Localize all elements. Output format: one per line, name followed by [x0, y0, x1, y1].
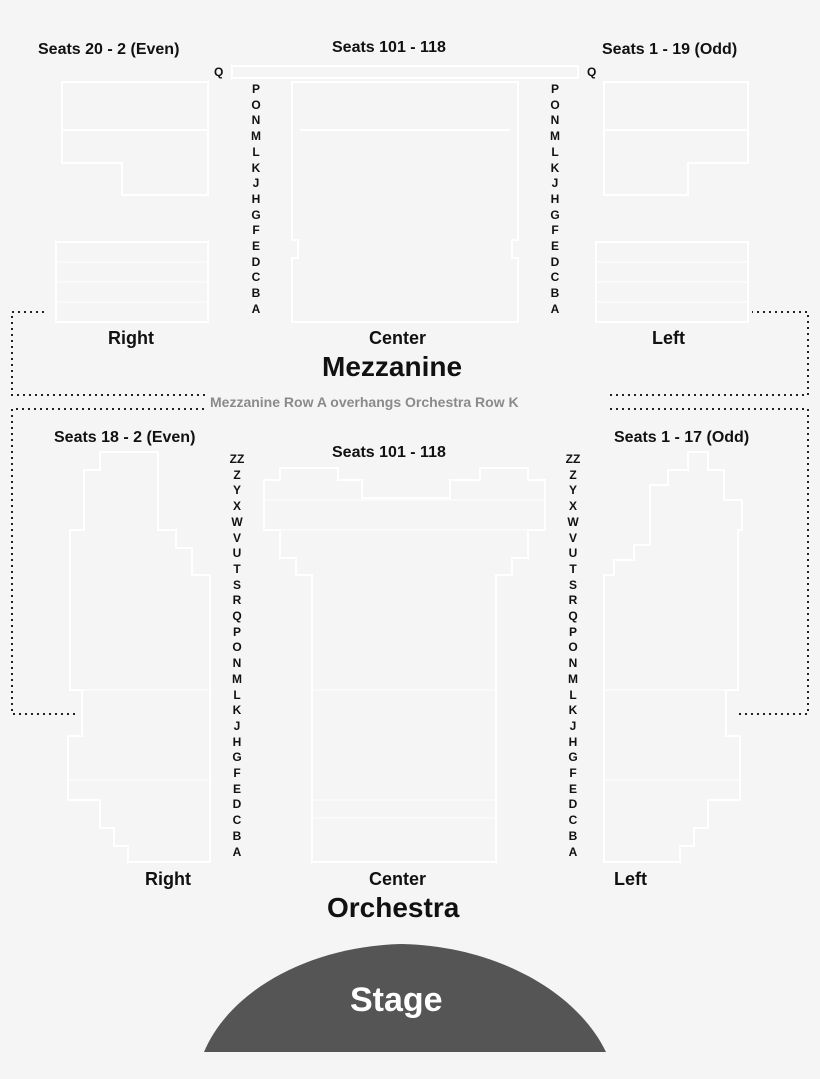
mezzanine-center-label: Center — [369, 328, 427, 348]
orchestra-left-row-o: O — [568, 640, 578, 655]
mezzanine-left-seats-header: Seats 1 - 19 (Odd) — [602, 41, 738, 58]
orchestra-left-row-q: Q — [568, 609, 578, 624]
orchestra-right-row-t: T — [233, 561, 241, 576]
orchestra-right-row-g: G — [232, 750, 242, 765]
orchestra-right-row-l: L — [233, 687, 241, 702]
orchestra-center-label: Center — [369, 869, 427, 889]
mezzanine-left-row-d: D — [550, 254, 560, 269]
mezzanine-right-row-g: G — [251, 207, 261, 222]
orchestra-left-row-s: S — [568, 577, 577, 592]
mezzanine-right-row-d: D — [251, 254, 261, 269]
orchestra-right-row-j: J — [233, 718, 241, 733]
mezzanine-left-row-p: P — [550, 82, 559, 96]
mezzanine-left-row-h: H — [550, 191, 560, 206]
mezzanine-center-block — [292, 82, 518, 322]
mezzanine-right-row-p: P — [251, 82, 260, 96]
orchestra-title: Orchestra — [327, 892, 460, 923]
orchestra-left-row-b: B — [568, 828, 578, 843]
orchestra-right-row-p: P — [232, 624, 241, 639]
mezzanine-right-row-m: M — [251, 129, 261, 144]
orchestra-left-row-r: R — [568, 593, 578, 608]
mezzanine-left-upper-block — [604, 82, 748, 195]
orchestra-right-row-z: Z — [233, 467, 241, 482]
orchestra-right-seats-header: Seats 18 - 2 (Even) — [54, 429, 196, 446]
orchestra-right-row-n: N — [232, 656, 242, 671]
orchestra-center-block — [264, 468, 545, 862]
orchestra-left-row-zz: ZZ — [565, 452, 581, 466]
orchestra-left-row-e: E — [568, 781, 577, 796]
mezzanine-right-row-k: K — [251, 160, 261, 175]
mezzanine-left-label: Left — [652, 328, 685, 348]
orchestra-right-row-d: D — [232, 797, 242, 812]
orchestra-right-row-y: Y — [232, 483, 241, 498]
orchestra-left-row-j: J — [569, 718, 577, 733]
orchestra-right-row-o: O — [232, 640, 242, 655]
orchestra-left-row-v: V — [568, 530, 577, 545]
mezzanine-left-row-j: J — [551, 176, 559, 191]
orchestra-right-row-w: W — [231, 514, 243, 529]
orchestra-right-row-b: B — [232, 828, 242, 843]
orchestra-right-row-x: X — [232, 499, 241, 514]
mezzanine-left-row-a: A — [550, 301, 560, 316]
stage-label: Stage — [350, 981, 443, 1019]
mezzanine-right-row-f: F — [252, 223, 260, 238]
mezzanine-right-label: Right — [108, 328, 154, 348]
orchestra-right-row-e: E — [232, 781, 241, 796]
orchestra-right-row-s: S — [232, 577, 241, 592]
orchestra-row-labels-left — [563, 452, 583, 860]
orchestra-right-row-m: M — [232, 671, 242, 686]
orchestra-right-row-r: R — [232, 593, 242, 608]
orchestra-left-row-h: H — [568, 734, 578, 749]
orchestra-right-row-u: U — [232, 546, 242, 561]
mezzanine-left-row-b: B — [550, 286, 560, 301]
orchestra-left-row-u: U — [568, 546, 578, 561]
orchestra-row-labels-right — [227, 452, 247, 860]
mezzanine-right-row-c: C — [251, 270, 261, 285]
orchestra-left-row-c: C — [568, 813, 578, 828]
mezzanine-left-row-o: O — [550, 97, 560, 112]
orchestra-left-seats-header: Seats 1 - 17 (Odd) — [614, 429, 750, 446]
overhang-note: Mezzanine Row A overhangs Orchestra Row K — [206, 394, 523, 410]
mezzanine-center-seats-header: Seats 101 - 118 — [332, 39, 446, 56]
orchestra-right-label: Right — [145, 869, 191, 889]
orchestra-right-row-v: V — [232, 530, 241, 545]
mezzanine-right-row-n: N — [251, 113, 261, 128]
orchestra-left-row-g: G — [568, 750, 578, 765]
orchestra-right-row-a: A — [232, 844, 242, 859]
orchestra-left-row-k: K — [568, 703, 578, 718]
orchestra-left-block — [604, 452, 742, 862]
orchestra-right-row-q: Q — [232, 609, 242, 624]
mezzanine-title: Mezzanine — [322, 351, 463, 382]
orchestra-left-row-p: P — [568, 624, 577, 639]
mezzanine-right-row-a: A — [251, 301, 261, 316]
orchestra-right-block — [68, 452, 210, 862]
orchestra-right-row-f: F — [233, 766, 241, 781]
orchestra-left-row-m: M — [568, 671, 578, 686]
orchestra-left-label: Left — [614, 869, 647, 889]
mezzanine-right-row-e: E — [251, 239, 260, 254]
mezzanine-row-q-right: Q — [214, 65, 224, 79]
mezzanine-left-row-f: F — [551, 223, 559, 238]
mezzanine-left-row-l: L — [551, 144, 559, 159]
orchestra-right-row-h: H — [232, 734, 242, 749]
orchestra-center-seats-header: Seats 101 - 118 — [332, 444, 446, 461]
mezzanine-row-labels-left — [545, 82, 565, 318]
mezzanine-left-row-k: K — [550, 160, 560, 175]
orchestra-left-row-t: T — [569, 561, 577, 576]
orchestra-right-row-c: C — [232, 813, 242, 828]
orchestra-left-row-x: X — [568, 499, 577, 514]
mezzanine-right-row-b: B — [251, 286, 261, 301]
mezzanine-left-row-e: E — [550, 239, 559, 254]
orchestra-right-row-zz: ZZ — [229, 452, 245, 466]
mezzanine-q-row-block — [232, 66, 578, 78]
orchestra-left-row-f: F — [569, 766, 577, 781]
mezzanine-right-row-j: J — [252, 176, 260, 191]
mezzanine-left-row-n: N — [550, 113, 560, 128]
orchestra-left-row-w: W — [567, 514, 579, 529]
mezzanine-row-q-left: Q — [587, 65, 597, 79]
mezzanine-row-labels-right — [246, 82, 266, 318]
orchestra-left-row-z: Z — [569, 467, 577, 482]
mezzanine-right-row-o: O — [251, 97, 261, 112]
mezzanine-left-row-c: C — [550, 270, 560, 285]
orchestra-left-row-y: Y — [568, 483, 577, 498]
mezzanine-right-upper-block — [62, 82, 208, 195]
mezzanine-left-row-g: G — [550, 207, 560, 222]
orchestra-left-row-n: N — [568, 656, 578, 671]
orchestra-right-row-k: K — [232, 703, 242, 718]
orchestra-left-row-l: L — [569, 687, 577, 702]
orchestra-left-row-a: A — [568, 844, 578, 859]
mezzanine-right-row-l: L — [252, 144, 260, 159]
mezzanine-left-row-m: M — [550, 129, 560, 144]
orchestra-left-row-d: D — [568, 797, 578, 812]
mezzanine-right-seats-header: Seats 20 - 2 (Even) — [38, 41, 180, 58]
mezzanine-right-row-h: H — [251, 191, 261, 206]
